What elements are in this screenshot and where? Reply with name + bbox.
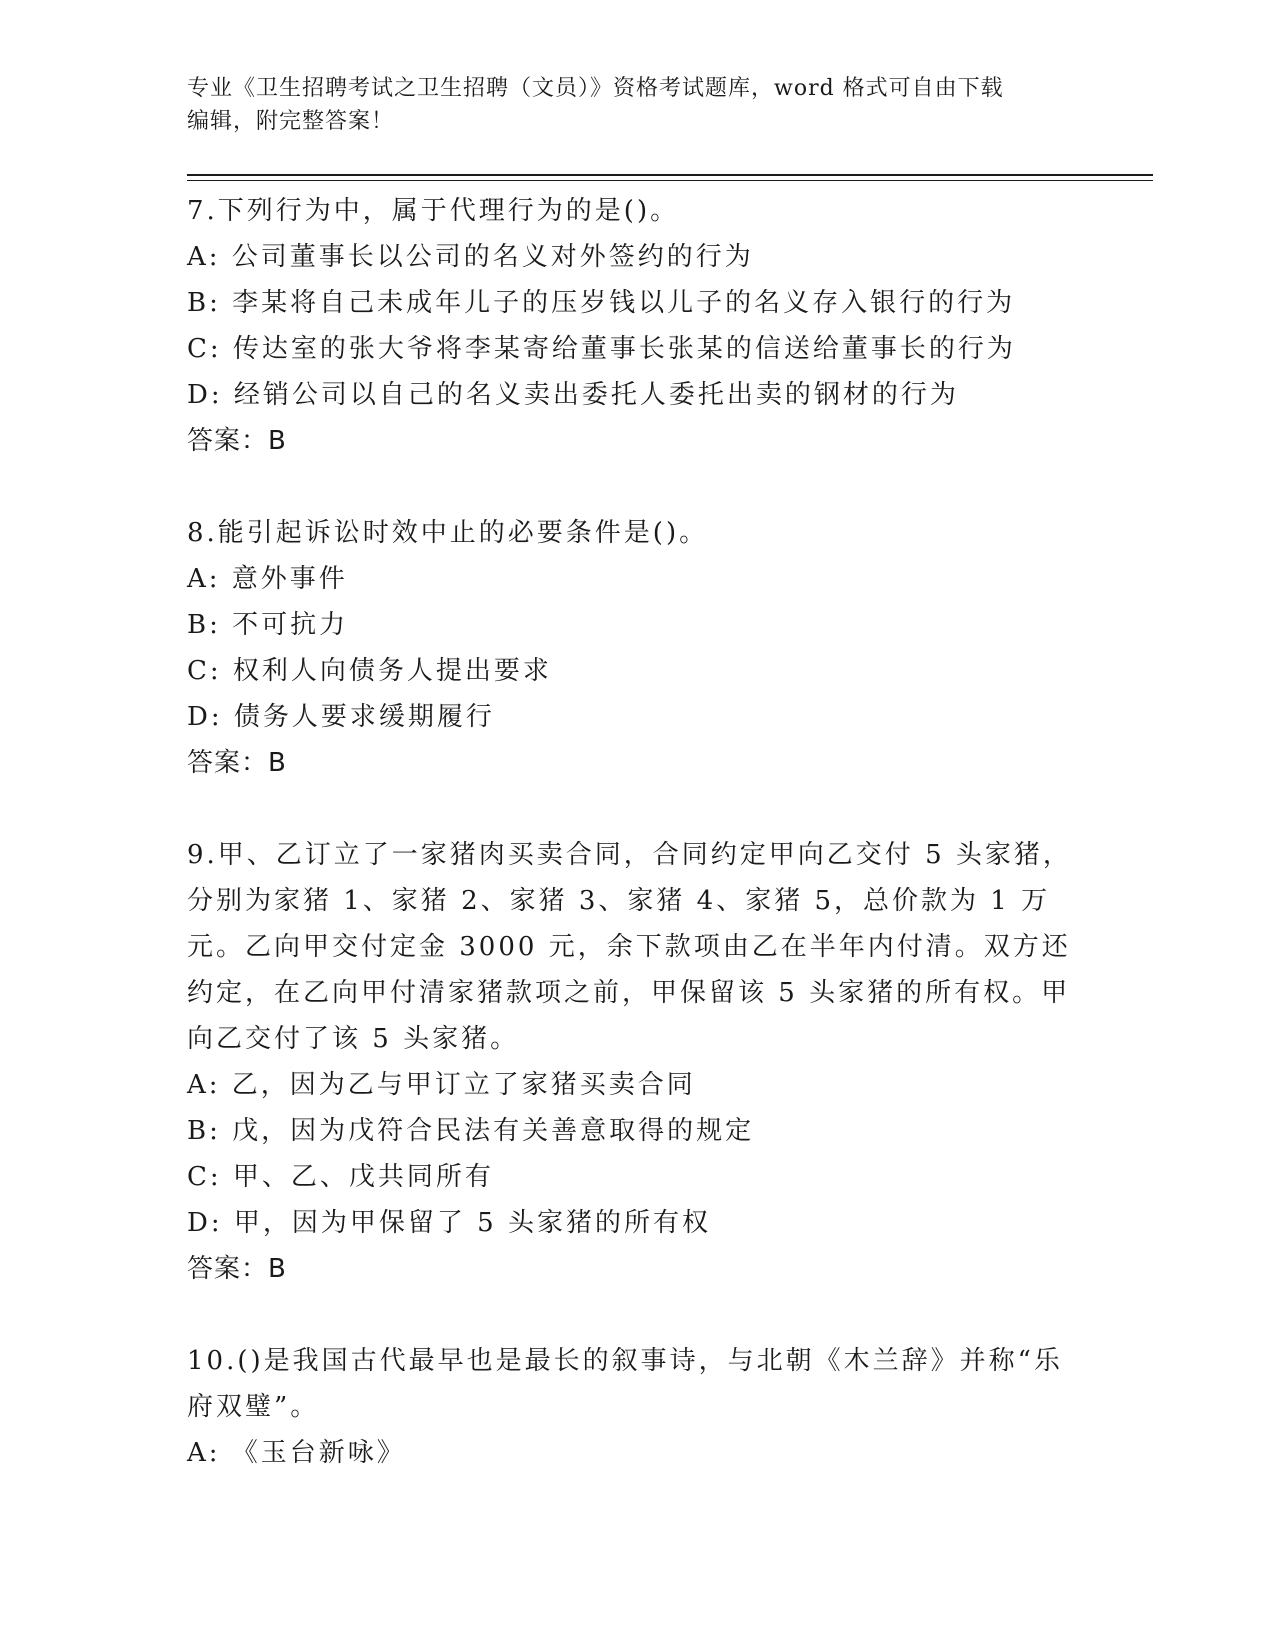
question-stem: 7.下列行为中，属于代理行为的是()。 — [187, 196, 680, 226]
header-line-2: 编辑，附完整答案！ — [187, 109, 395, 134]
option-d: D: 经销公司以自己的名义卖出委托人委托出卖的钢材的行为 — [187, 380, 959, 410]
answer-line: 答案：B — [187, 426, 287, 456]
question-10 — [187, 1338, 1087, 1476]
question-stem: 8.能引起诉讼时效中止的必要条件是()。 — [187, 518, 709, 548]
question-stem: 10.()是我国古代最早也是最长的叙事诗，与北朝《木兰辞》并称“乐府双璧”。 — [187, 1346, 1063, 1422]
option-b: B: 李某将自己未成年儿子的压岁钱以儿子的名义存入银行的行为 — [187, 288, 1016, 318]
option-a: A: 意外事件 — [187, 564, 348, 594]
answer-line: 答案：B — [187, 1254, 287, 1284]
question-9 — [187, 832, 1087, 1338]
option-b: B: 戊，因为戊符合民法有关善意取得的规定 — [187, 1116, 755, 1146]
header-line-1: 专业《卫生招聘考试之卫生招聘（文员）》资格考试题库，word 格式可自由下载 — [187, 76, 1004, 101]
option-c: C: 权利人向债务人提出要求 — [187, 656, 552, 686]
option-d: D: 甲，因为甲保留了 5 头家猪的所有权 — [187, 1208, 711, 1238]
answer-line: 答案：B — [187, 748, 287, 778]
option-a: A: 《玉台新咏》 — [187, 1438, 406, 1468]
question-spacer — [187, 786, 1087, 832]
header-divider-thin — [187, 180, 1153, 181]
option-d: D: 债务人要求缓期履行 — [187, 702, 495, 732]
question-8 — [187, 510, 1087, 832]
question-7 — [187, 188, 1087, 510]
option-b: B: 不可抗力 — [187, 610, 349, 640]
header-divider-thick — [187, 174, 1153, 176]
question-list — [187, 188, 1087, 1476]
option-a: A: 公司董事长以公司的名义对外签约的行为 — [187, 242, 754, 272]
question-stem: 9.甲、乙订立了一家猪肉买卖合同，合同约定甲向乙交付 5 头家猪，分别为家猪 1、家猪 2、家猪 3、家猪 4、家猪 5，总价款为 1 万元。乙向甲交付定金 3000 元，余下款项由乙在半年内付清。双方还约定，在乙向甲付清家猪款项之前，甲保留该 5 头家猪的所有权。甲向乙交付了该 5 头家猪。 — [187, 840, 1072, 1054]
option-c: C: 传达室的张大爷将李某寄给董事长张某的信送给董事长的行为 — [187, 334, 1016, 364]
option-c: C: 甲、乙、戊共同所有 — [187, 1162, 494, 1192]
document-header — [187, 72, 1087, 138]
option-a: A: 乙，因为乙与甲订立了家猪买卖合同 — [187, 1070, 696, 1100]
question-spacer — [187, 464, 1087, 510]
question-spacer — [187, 1292, 1087, 1338]
